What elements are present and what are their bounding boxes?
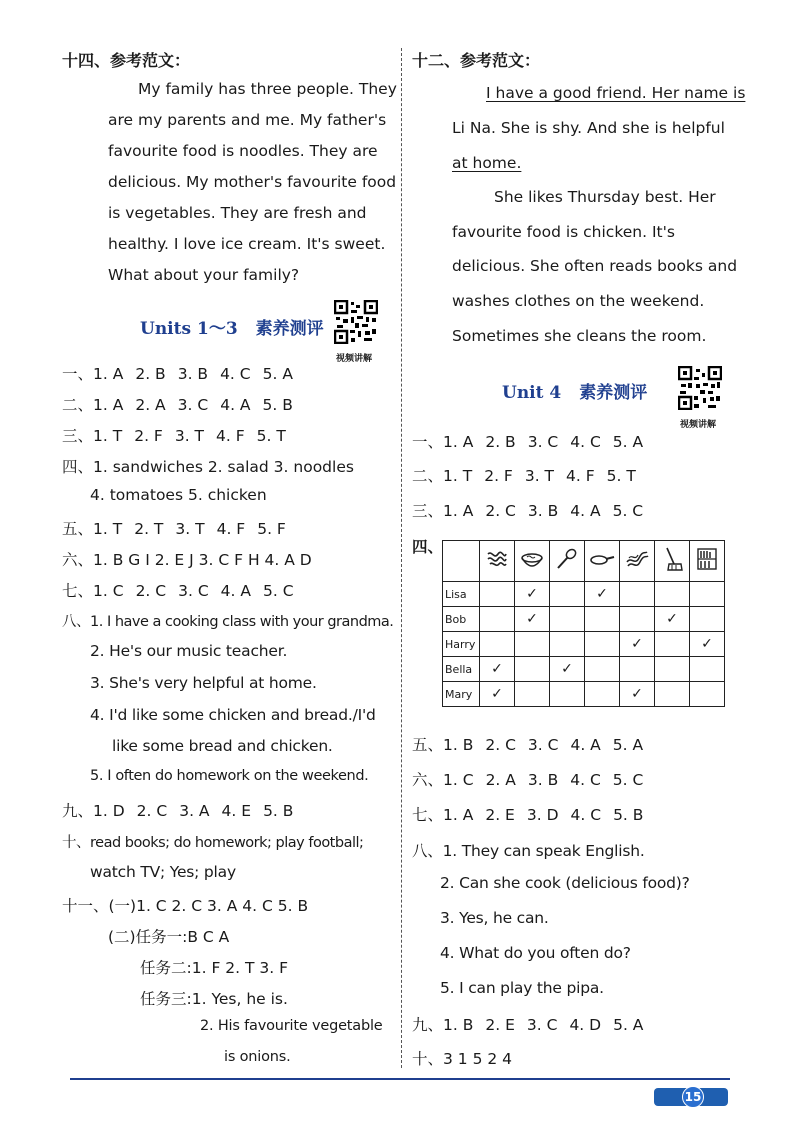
section-title-en: Units 1～3 xyxy=(140,319,238,339)
answer-row-q11: 十一、(一)1. C 2. C 3. A 4. C 5. B xyxy=(62,897,309,915)
table-corner-cell xyxy=(443,541,480,582)
soup-bowl-icon xyxy=(515,541,550,582)
table-cell xyxy=(585,607,620,632)
answer-row-q11: 任务三:1. Yes, he is. xyxy=(140,990,288,1008)
table-row-name: Bob xyxy=(443,607,480,632)
answer-row-q8: 4. What do you often do? xyxy=(440,944,631,962)
answer-row-q8: like some bread and chicken. xyxy=(112,737,333,755)
essay-line: healthy. I love ice cream. It's sweet. xyxy=(108,235,386,253)
answer-row-q8: 2. He's our music teacher. xyxy=(90,642,288,660)
answer-row-q5: 五、1. B 2. C 3. C 4. A 5. A xyxy=(412,736,644,754)
table-header-row xyxy=(443,541,725,582)
table-cell xyxy=(655,632,690,657)
qr-code-icon[interactable] xyxy=(678,366,722,410)
answer-row-q2: 二、1. A 2. A 3. C 4. A 5. B xyxy=(62,396,293,414)
essay-line: What about your family? xyxy=(108,266,300,284)
qr-code-icon[interactable] xyxy=(334,300,378,344)
answer-row-q3: 三、1. A 2. C 3. B 4. A 5. C xyxy=(412,502,644,520)
section-title xyxy=(502,378,647,403)
table-cell xyxy=(620,657,655,682)
answer-row-q2: 二、1. T 2. F 3. T 4. F 5. T xyxy=(412,467,636,485)
bookshelf-icon xyxy=(690,541,725,582)
essay-line: I have a good friend. Her name is xyxy=(486,84,746,102)
dish-rag-icon xyxy=(620,541,655,582)
table-cell: ✓ xyxy=(655,607,690,632)
answer-row-q10: 十、3 1 5 2 4 xyxy=(412,1050,513,1068)
essay-line: Sometimes she cleans the room. xyxy=(452,327,707,345)
answer-row-q8: 八、1. I have a cooking class with your grandma. xyxy=(62,614,394,630)
answer-row-q11: 任务二:1. F 2. T 3. F xyxy=(140,959,289,977)
answer-label-q4: 四、 xyxy=(412,538,444,556)
table-cell xyxy=(620,607,655,632)
table-cell: ✓ xyxy=(550,657,585,682)
table-cell: ✓ xyxy=(585,582,620,607)
answer-row-q8: 5. I often do homework on the weekend. xyxy=(90,768,369,784)
section-title-cn: 素养测评 xyxy=(579,383,648,403)
essay-line: at home. xyxy=(452,154,522,172)
table-cell xyxy=(620,582,655,607)
table-cell xyxy=(585,657,620,682)
column-divider xyxy=(401,48,402,1068)
table-row-name: Harry xyxy=(443,632,480,657)
table-cell: ✓ xyxy=(620,682,655,707)
answer-row-q7: 七、1. C 2. C 3. C 4. A 5. C xyxy=(62,582,294,600)
table-row xyxy=(443,582,725,607)
spoon-icon xyxy=(550,541,585,582)
table-cell xyxy=(690,682,725,707)
table-cell xyxy=(585,682,620,707)
page-number: 15 xyxy=(682,1086,704,1108)
table-cell: ✓ xyxy=(620,632,655,657)
answer-row-q1: 一、1. A 2. B 3. C 4. C 5. A xyxy=(412,433,644,451)
table-cell: ✓ xyxy=(480,657,515,682)
table-cell xyxy=(585,632,620,657)
table-cell xyxy=(480,607,515,632)
table-cell xyxy=(515,632,550,657)
table-cell: ✓ xyxy=(690,632,725,657)
answer-row-q4: 四、1. sandwiches 2. salad 3. noodles xyxy=(62,458,354,476)
essay-line: is vegetables. They are fresh and xyxy=(108,204,367,222)
essay-line: favourite food is chicken. It's xyxy=(452,223,675,241)
table-cell: ✓ xyxy=(480,682,515,707)
essay-line: She likes Thursday best. Her xyxy=(494,188,716,206)
qr-caption: 视频讲解 xyxy=(680,420,717,430)
answer-row-q7: 七、1. A 2. E 3. D 4. C 5. B xyxy=(412,806,644,824)
answer-row-q8: 5. I can play the pipa. xyxy=(440,979,604,997)
table-cell xyxy=(550,582,585,607)
section-title xyxy=(140,314,324,339)
mop-icon xyxy=(655,541,690,582)
essay-line: washes clothes on the weekend. xyxy=(452,292,705,310)
section-title-cn: 素养测评 xyxy=(255,319,324,339)
answer-row-q9: 九、1. D 2. C 3. A 4. E 5. B xyxy=(62,802,294,820)
essay-line: favourite food is noodles. They are xyxy=(108,142,378,160)
table-cell: ✓ xyxy=(515,582,550,607)
table-row xyxy=(443,632,725,657)
answer-row-q8: 2. Can she cook (delicious food)? xyxy=(440,874,690,892)
table-cell xyxy=(690,582,725,607)
answer-row-q9: 九、1. B 2. E 3. C 4. D 5. A xyxy=(412,1016,644,1034)
answer-row-q10: 十、read books; do homework; play football; xyxy=(62,835,364,851)
table-row-name: Bella xyxy=(443,657,480,682)
table-cell xyxy=(655,657,690,682)
essay-line: delicious. My mother's favourite food xyxy=(108,173,397,191)
table-row-name: Lisa xyxy=(443,582,480,607)
table-row xyxy=(443,607,725,632)
qr-caption: 视频讲解 xyxy=(336,354,373,364)
table-cell xyxy=(690,657,725,682)
answer-row-q8: 4. I'd like some chicken and bread./I'd xyxy=(90,706,376,724)
table-row xyxy=(443,682,725,707)
table-cell xyxy=(480,582,515,607)
essay-heading: 十四、参考范文： xyxy=(62,51,191,70)
table-cell xyxy=(550,682,585,707)
answer-row-q5: 五、1. T 2. T 3. T 4. F 5. F xyxy=(62,520,286,538)
table-row xyxy=(443,657,725,682)
answer-row-q8: 八、1. They can speak English. xyxy=(412,842,645,860)
table-cell xyxy=(480,632,515,657)
essay-line: Li Na. She is shy. And she is helpful xyxy=(452,119,725,137)
answer-row-q11: (二)任务一:B C A xyxy=(108,928,230,946)
frying-pan-icon xyxy=(585,541,620,582)
essay-heading: 十二、参考范文： xyxy=(412,51,541,70)
table-cell xyxy=(550,632,585,657)
answer-row-q3: 三、1. T 2. F 3. T 4. F 5. T xyxy=(62,427,286,445)
essay-line: My family has three people. They xyxy=(138,80,397,98)
answer-row-q4-cont: 4. tomatoes 5. chicken xyxy=(90,486,267,504)
noodles-icon xyxy=(480,541,515,582)
essay-line: delicious. She often reads books and xyxy=(452,257,738,275)
answer-row-q1: 一、1. A 2. B 3. B 4. C 5. A xyxy=(62,365,293,383)
section-title-en: Unit 4 xyxy=(502,383,562,403)
answer-row-q6: 六、1. B G I 2. E J 3. C F H 4. A D xyxy=(62,551,312,569)
answer-row-q8: 3. Yes, he can. xyxy=(440,909,549,927)
footer-rule xyxy=(70,1078,730,1080)
answer-row-q11: is onions. xyxy=(224,1049,291,1065)
answer-row-q6: 六、1. C 2. A 3. B 4. C 5. C xyxy=(412,771,644,789)
table-cell xyxy=(550,607,585,632)
essay-line: are my parents and me. My father's xyxy=(108,111,387,129)
chores-table xyxy=(442,540,725,707)
table-cell xyxy=(655,682,690,707)
table-cell: ✓ xyxy=(515,607,550,632)
table-cell xyxy=(515,657,550,682)
answer-row-q11: 2. His favourite vegetable xyxy=(200,1018,383,1034)
answer-row-q10-cont: watch TV; Yes; play xyxy=(90,863,236,881)
table-row-name: Mary xyxy=(443,682,480,707)
answer-row-q8: 3. She's very helpful at home. xyxy=(90,674,317,692)
table-cell xyxy=(515,682,550,707)
table-cell xyxy=(655,582,690,607)
table-cell xyxy=(690,607,725,632)
